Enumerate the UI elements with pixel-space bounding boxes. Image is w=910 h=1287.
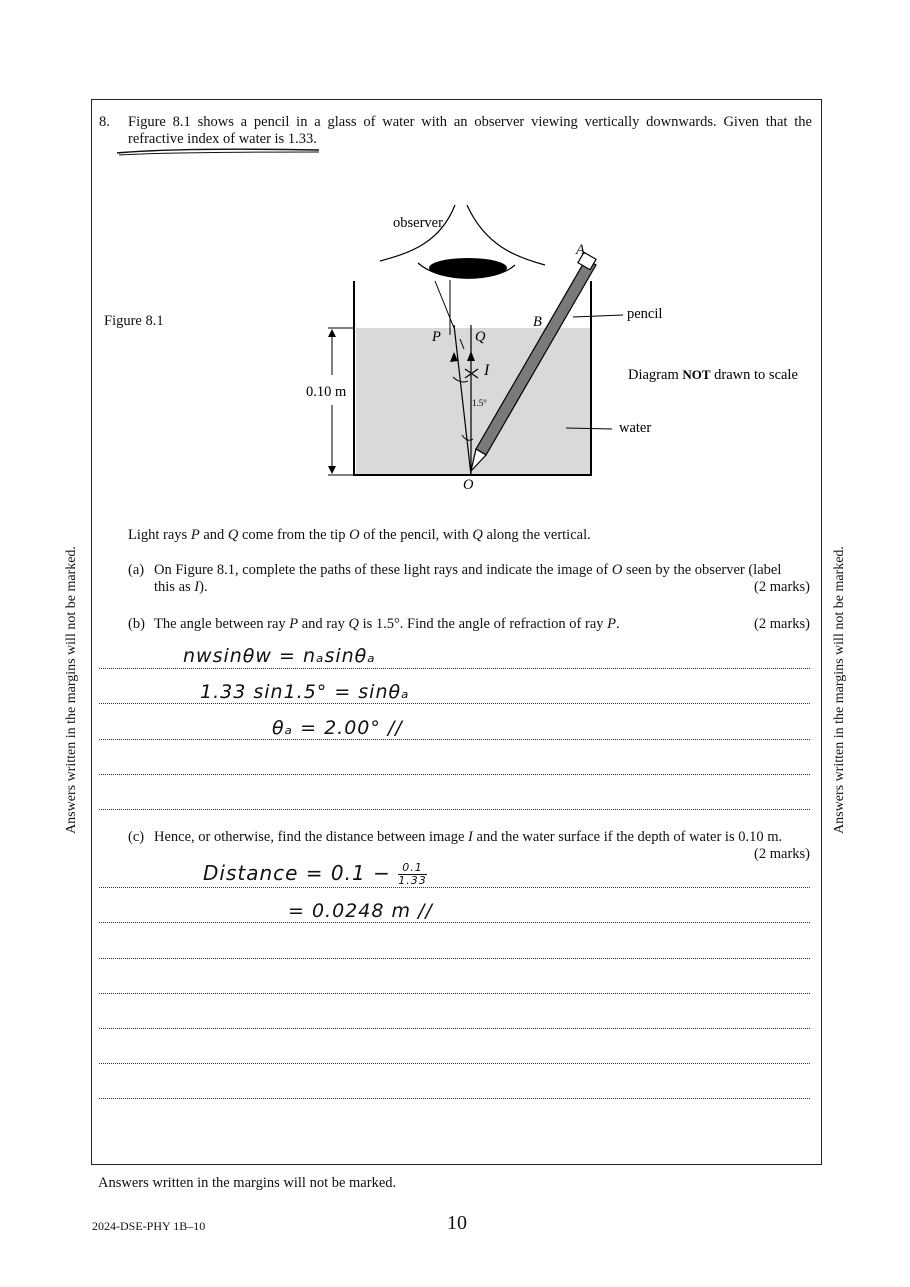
part-a-label: (a) xyxy=(128,562,145,578)
handwritten-answer-c-2: = 0.0248 m // xyxy=(288,900,433,922)
part-c-label: (c) xyxy=(128,829,145,845)
answer-line xyxy=(99,887,810,888)
handwritten-answer-b-2: 1.33 sin1.5° = sinθₐ xyxy=(200,681,410,703)
water-label: water xyxy=(619,420,652,436)
question-intro: Figure 8.1 shows a pencil in a glass of water with an observer viewing vertically downwards. Given that the refractive index of water is 1.33. xyxy=(128,114,812,147)
answer-line xyxy=(99,703,810,704)
part-b-marks: (2 marks) xyxy=(754,616,810,632)
eye-pupil xyxy=(429,258,507,278)
answer-line xyxy=(99,922,810,923)
label-b: B xyxy=(533,314,542,330)
margin-note-right: Answers written in the margins will not be marked. xyxy=(832,546,847,834)
label-i: I xyxy=(484,362,490,379)
margin-note-bottom: Answers written in the margins will not be marked. xyxy=(98,1175,397,1191)
label-p: P xyxy=(432,329,441,345)
figure-caption: Figure 8.1 xyxy=(104,313,164,329)
handwritten-answer-b-3: θₐ = 2.00° // xyxy=(272,717,403,739)
answer-line xyxy=(99,958,810,959)
part-c-marks: (2 marks) xyxy=(754,846,810,862)
answer-line xyxy=(99,668,810,669)
answer-line xyxy=(99,993,810,994)
rays-intro: Light rays P and Q come from the tip O of the pencil, with Q along the vertical. xyxy=(128,527,591,543)
paper-code: 2024-DSE-PHY 1B–10 xyxy=(92,1219,206,1233)
ray-p-refracted xyxy=(435,281,454,328)
label-o: O xyxy=(463,477,474,493)
handwritten-answer-b-1: nwsinθw = nₐsinθₐ xyxy=(183,645,376,667)
answer-line xyxy=(99,1098,810,1099)
pencil-leader xyxy=(573,315,623,317)
depth-label: 0.10 m xyxy=(306,384,347,400)
observer-brow-left xyxy=(380,205,455,261)
part-a-marks: (2 marks) xyxy=(754,579,810,595)
answer-line xyxy=(99,1063,810,1064)
answer-line xyxy=(99,739,810,740)
question-number: 8. xyxy=(99,114,110,130)
observer-brow-right xyxy=(467,205,545,265)
part-b-label: (b) xyxy=(128,616,145,632)
label-a: A xyxy=(576,242,585,258)
observer-label: observer xyxy=(393,215,443,231)
scale-note: Diagram NOT drawn to scale xyxy=(628,367,798,383)
part-a-question: On Figure 8.1, complete the paths of these light rays and indicate the image of O seen by the observer (label this as I). (2 marks) xyxy=(154,562,810,595)
angle-annotation: 1.5° xyxy=(472,398,487,408)
answer-line xyxy=(99,774,810,775)
answer-line xyxy=(99,1028,810,1029)
margin-note-left: Answers written in the margins will not be marked. xyxy=(64,546,79,834)
page-number: 10 xyxy=(447,1212,467,1234)
handwritten-underline xyxy=(114,146,324,160)
part-c-question: Hence, or otherwise, find the distance between image I and the water surface if the depth of water is 0.10 m. (2 marks) xyxy=(154,829,810,862)
label-q: Q xyxy=(475,329,486,345)
figure-8-1 xyxy=(290,185,820,495)
part-b-question: The angle between ray P and ray Q is 1.5°. Find the angle of refraction of ray P. (2 marks) xyxy=(154,616,810,632)
answer-line xyxy=(99,809,810,810)
pencil-label: pencil xyxy=(627,306,663,322)
handwritten-answer-c-1: Distance = 0.1 − $\frac{0.1}{1.33}$ xyxy=(203,861,427,887)
